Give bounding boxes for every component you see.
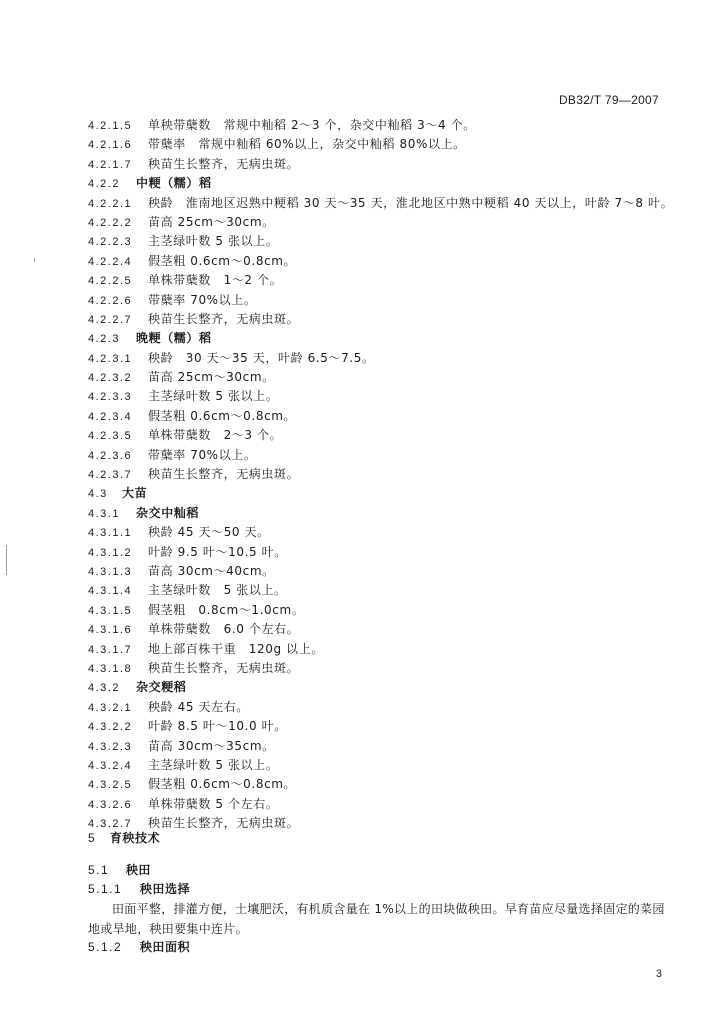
clause-number: 4.2.1.7 [88, 158, 133, 171]
clause-line [88, 135, 678, 154]
clause-number: 4.2.2.2 [88, 216, 133, 229]
clause-text: 秧龄 30 天～35 天，叶龄 6.5～7.5。 [148, 350, 375, 365]
clause-text: 单秧带蘖数 常规中籼稻 2～3 个，杂交中籼稻 3～4 个。 [148, 118, 476, 132]
clause-text: 秧苗生长整齐，无病虫斑。 [148, 660, 300, 675]
section-number: 5 [88, 831, 95, 845]
clause-number: 4.3.1.1 [88, 527, 133, 540]
clause-line [88, 271, 678, 290]
clause-text: 大苗 [122, 486, 148, 501]
clause-line [88, 601, 678, 620]
clause-line [88, 387, 678, 406]
clause-number: 4.3.1.4 [88, 585, 133, 598]
clause-title: 秧田选择 [139, 882, 191, 896]
scan-mark [34, 258, 35, 262]
clause-line [88, 310, 678, 329]
clause-number: 4.2.3.4 [88, 410, 133, 423]
clause-line [88, 213, 678, 232]
clause-text: 秧苗生长整齐，无病虫斑。 [148, 156, 300, 171]
clause-line [88, 814, 678, 833]
clause-number: 4.3.2.3 [88, 740, 133, 753]
clause-number: 4.3.1.7 [88, 643, 133, 656]
clause-number: 4.3.1.8 [88, 662, 133, 675]
clause-text: 叶龄 8.5 叶～10.0 叶。 [148, 719, 287, 734]
clause-text: 苗高 25cm～30cm。 [148, 370, 275, 385]
clause-line [88, 640, 678, 659]
clause-text: 秧苗生长整齐，无病虫斑。 [148, 467, 300, 482]
clause-number: 4.2.3.3 [88, 391, 133, 404]
clause-text: 晚粳（糯）稻 [136, 331, 212, 346]
clause-number: 4.3.1.3 [88, 565, 133, 578]
section-heading [88, 829, 160, 846]
page-number: 3 [655, 968, 662, 980]
clause-heading [88, 880, 190, 897]
clause-text: 带蘖率 70%以上。 [148, 292, 257, 307]
clause-number: 4.2.2.6 [88, 294, 133, 307]
clause-number: 4.3 [88, 488, 108, 501]
clause-line [88, 426, 678, 445]
clause-paragraph: 田面平整，排灌方便，土壤肥沃，有机质含量在 1%以上的田块做秧田。早育苗应尽量选择固定的菜园地或旱地，秧田要集中连片。 [88, 902, 665, 936]
clause-line [88, 717, 678, 736]
clause-heading [88, 938, 190, 955]
clause-text: 假茎粗 0.6cm～0.8cm。 [148, 408, 297, 423]
subsection-title: 秧田 [125, 863, 152, 877]
clause-text: 主茎绿叶数 5 张以上。 [148, 389, 279, 404]
clause-line [88, 620, 678, 639]
clause-number: 4.2.1.6 [88, 139, 133, 152]
clause-number: 4.2.3 [88, 333, 120, 346]
clause-text: 苗高 25cm～30cm。 [148, 214, 275, 229]
clause-text: 假茎粗 0.8cm～1.0cm。 [148, 602, 305, 617]
subsection-number: 5.1 [88, 863, 110, 877]
clause-text: 地上部百株干重 120g 以上。 [148, 641, 324, 656]
clause-line [88, 756, 678, 775]
clause-number: 4.3.2.6 [88, 798, 133, 811]
clause-line [88, 155, 678, 174]
section-title: 育秧技术 [109, 831, 161, 845]
clause-text: 中粳（糯）稻 [136, 176, 212, 191]
clause-text: 秧龄 淮南地区迟熟中粳稻 30 天～35 天，淮北地区中熟中粳稻 40 天以上，叶龄 7～8 叶。 [148, 195, 674, 210]
clause-text: 苗高 30cm～40cm。 [148, 563, 275, 578]
clause-line [88, 698, 678, 717]
clause-text: 苗高 30cm～35cm。 [148, 738, 275, 753]
clause-text: 单株带蘖数 6.0 个左右。 [148, 622, 300, 637]
document-code: DB32/T 79—2007 [558, 93, 659, 107]
clause-text: 主茎绿叶数 5 张以上。 [148, 234, 279, 249]
clause-text: 杂交中籼稻 [136, 505, 200, 520]
clause-number: 4.2.2.4 [88, 255, 133, 268]
clause-number: 4.2.1.5 [88, 120, 133, 132]
clause-number: 4.3.1 [88, 507, 120, 520]
clause-number: 4.2.3.5 [88, 430, 133, 443]
clause-number: 4.3.1.6 [88, 624, 133, 637]
clause-number: 4.2.2.1 [88, 197, 133, 210]
clause-title: 秧田面积 [139, 940, 191, 954]
clause-text: 秧龄 45 天～50 天。 [148, 525, 270, 540]
scan-mark [6, 545, 7, 575]
clause-line [88, 581, 678, 600]
clause-text: 带蘖率 70%以上。 [148, 447, 257, 462]
clause-line [88, 446, 678, 465]
clause-line [88, 737, 678, 756]
clause-line [88, 329, 678, 348]
clause-number: 4.3.2.1 [88, 701, 133, 714]
clause-text: 叶龄 9.5 叶～10.5 叶。 [148, 544, 287, 559]
clause-text: 单株带蘖数 2～3 个。 [148, 428, 283, 443]
clause-number: 4.3.1.2 [88, 546, 133, 559]
clause-line [88, 194, 678, 213]
clause-number: 4.2.3.1 [88, 352, 133, 365]
clause-text: 单株带蘖数 5 个左右。 [148, 796, 279, 811]
clause-number: 4.2.3.6 [88, 449, 133, 462]
clause-number: 4.3.2.7 [88, 818, 133, 831]
clause-line [88, 368, 678, 387]
clause-text: 主茎绿叶数 5 张以上。 [148, 583, 287, 598]
clause-line [88, 291, 678, 310]
clause-number: 4.3.2.4 [88, 759, 133, 772]
clause-line [88, 116, 678, 135]
clause-number: 4.2.2.3 [88, 236, 133, 249]
clause-number: 4.3.2 [88, 682, 120, 695]
clause-line [88, 504, 678, 523]
clause-text: 单株带蘖数 1～2 个。 [148, 273, 283, 288]
clause-number: 4.3.1.5 [88, 604, 133, 617]
clause-line [88, 349, 678, 368]
clause-text: 秧苗生长整齐，无病虫斑。 [148, 311, 300, 326]
clause-number: 5.1.1 [88, 882, 123, 896]
clause-text: 秧苗生长整齐，无病虫斑。 [148, 816, 300, 831]
clause-line [88, 252, 678, 271]
clause-line [88, 484, 678, 503]
clause-line [88, 174, 678, 193]
subsection-heading [88, 861, 151, 878]
clause-text: 杂交粳稻 [136, 680, 187, 695]
clause-text: 假茎粗 0.6cm～0.8cm。 [148, 777, 297, 792]
clause-number: 4.2.2 [88, 178, 120, 191]
clause-line [88, 678, 678, 697]
clause-number: 4.2.3.7 [88, 469, 133, 482]
clause-line [88, 523, 678, 542]
clause-line [88, 795, 678, 814]
clause-line [88, 232, 678, 251]
clause-line [88, 465, 678, 484]
clause-number: 4.3.2.5 [88, 779, 133, 792]
clause-line [88, 407, 678, 426]
clause-line [88, 562, 678, 581]
clause-number: 4.2.3.2 [88, 372, 133, 385]
clause-text: 带蘖率 常规中籼稻 60%以上，杂交中籼稻 80%以上。 [148, 137, 466, 152]
clause-text: 主茎绿叶数 5 张以上。 [148, 757, 279, 772]
clause-line [88, 659, 678, 678]
clause-line [88, 775, 678, 794]
clause-number: 4.2.2.5 [88, 275, 133, 288]
clause-number: 4.3.2.2 [88, 721, 133, 734]
clause-text: 秧龄 45 天左右。 [148, 699, 249, 714]
clause-number: 4.2.2.7 [88, 313, 133, 326]
clause-list [88, 116, 678, 833]
clause-number: 5.1.2 [88, 940, 123, 954]
clause-line [88, 543, 678, 562]
clause-text: 假茎粗 0.6cm～0.8cm。 [148, 253, 297, 268]
